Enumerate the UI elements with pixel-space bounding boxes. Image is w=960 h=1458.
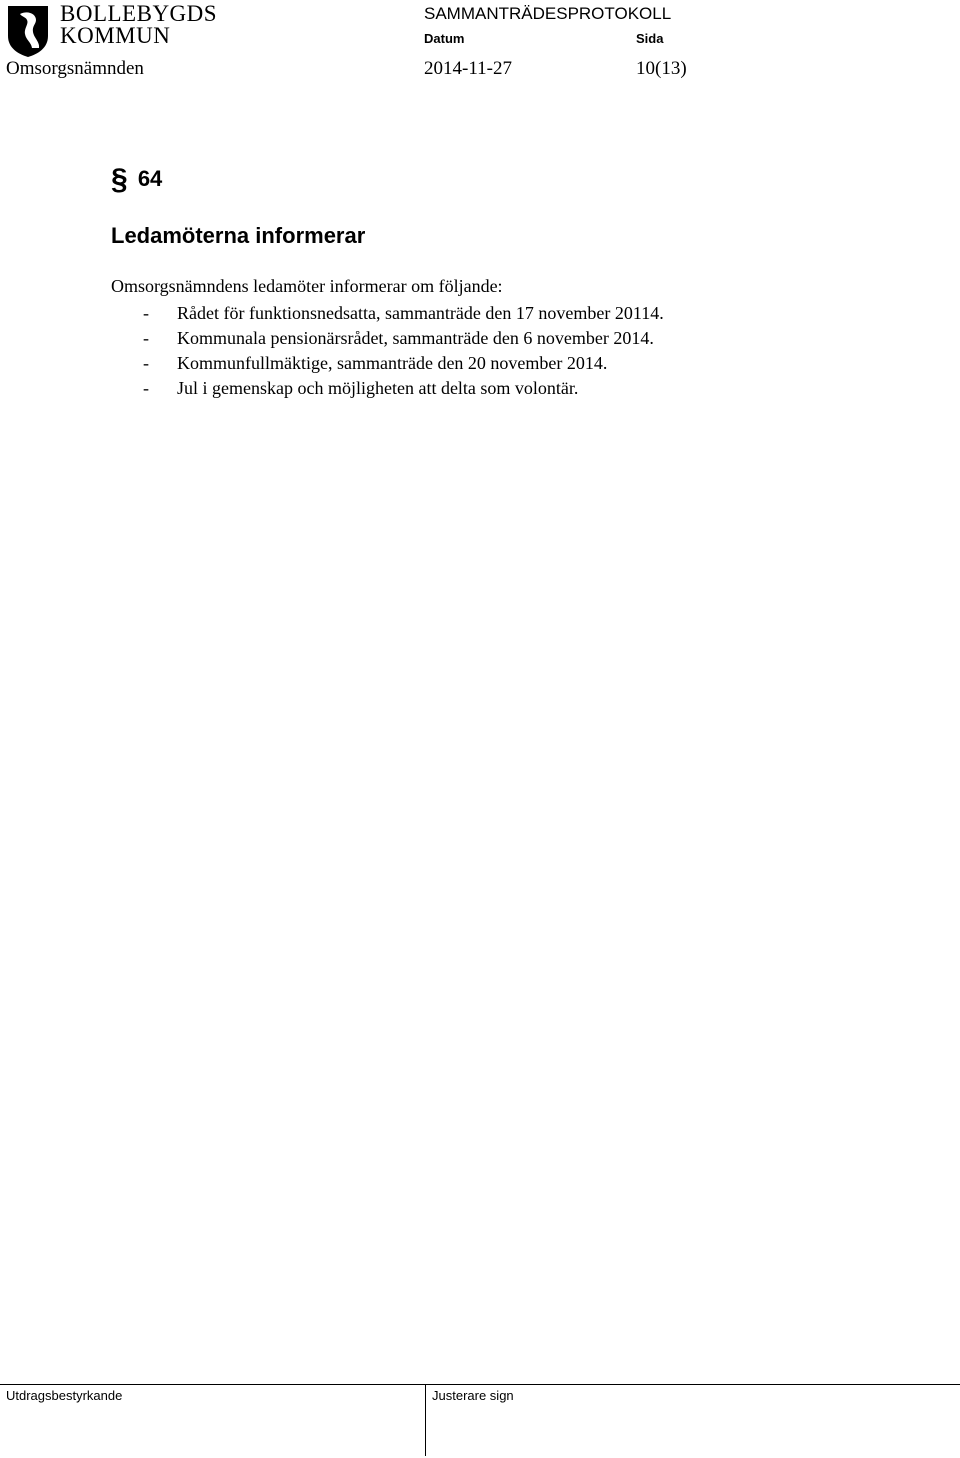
list-item-text: Kommunfullmäktige, sammanträde den 20 november 2014. — [177, 353, 608, 373]
section-intro: Omsorgsnämndens ledamöter informerar om följande: — [111, 276, 503, 296]
list-item-text: Rådet för funktionsnedsatta, sammanträde den 17 november 20114. — [177, 303, 664, 323]
list-dash: - — [143, 303, 149, 323]
logo-line-1: BOLLEBYGDS — [60, 1, 218, 26]
municipal-shield-icon — [6, 4, 50, 58]
page-label: Sida — [636, 31, 664, 46]
logo-line-2: KOMMUN — [60, 23, 171, 48]
paragraph-number — [111, 160, 162, 194]
list-item — [143, 301, 664, 326]
list-dash: - — [143, 353, 149, 373]
list-item — [143, 351, 664, 376]
section-number: 64 — [137, 166, 163, 191]
list-item — [143, 376, 664, 401]
committee-name: Omsorgsnämnden — [6, 58, 144, 79]
list-item-text: Jul i gemenskap och möjligheten att delta som volontär. — [177, 378, 579, 398]
adjuster-signature-label: Justerare sign — [432, 1388, 514, 1403]
date-label: Datum — [424, 31, 465, 46]
information-list — [143, 301, 664, 401]
municipality-logotype — [60, 3, 217, 47]
list-dash: - — [143, 328, 149, 348]
section-heading: Ledamöterna informerar — [111, 223, 366, 248]
list-dash: - — [143, 378, 149, 398]
list-item-text: Kommunala pensionärsrådet, sammanträde den 6 november 2014. — [177, 328, 654, 348]
document-type: SAMMANTRÄDESPROTOKOLL — [424, 4, 672, 23]
meeting-date: 2014-11-27 — [424, 58, 512, 79]
certification-label: Utdragsbestyrkande — [6, 1388, 123, 1403]
list-item — [143, 326, 664, 351]
footer-rule — [0, 1384, 960, 1385]
footer-divider — [425, 1384, 426, 1456]
section-symbol: § — [111, 163, 128, 196]
page-number: 10(13) — [636, 58, 687, 79]
